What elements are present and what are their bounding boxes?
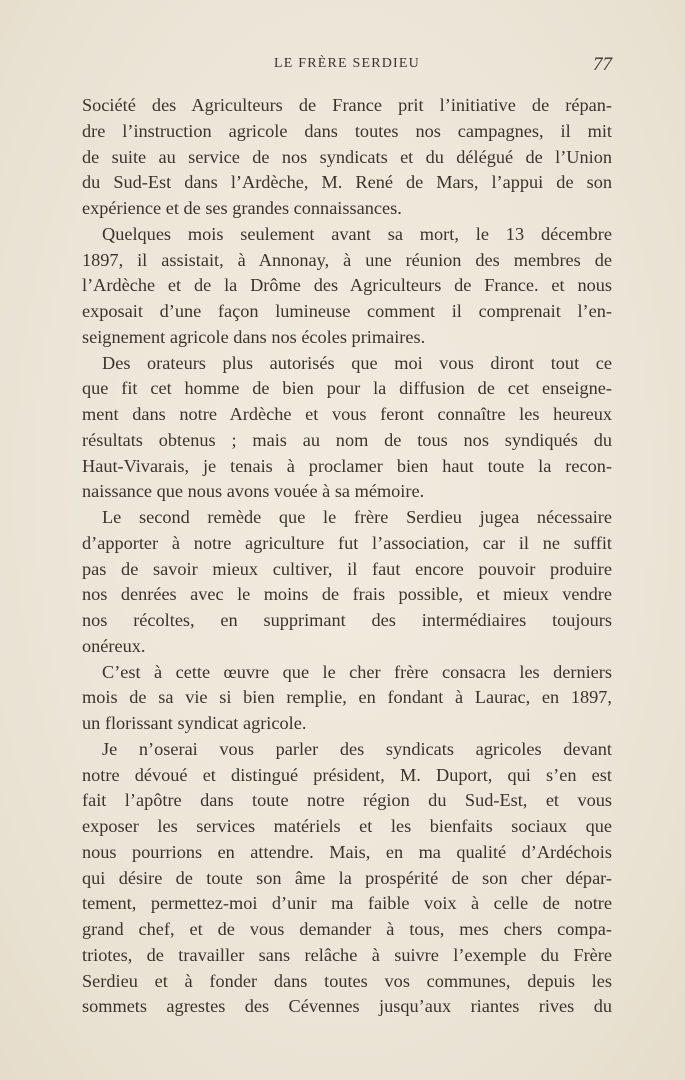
text-line: 1897, il assistait, à Annonay, à une réunion des membres de [82, 249, 612, 270]
text-line: triotes, de travailler sans relâche à suivre l’exemple du Frère [82, 944, 612, 965]
text-line: qui désire de toute son âme la prospérité de son cher dépar- [82, 867, 612, 888]
text-line: d’apporter à notre agriculture fut l’association, car il ne suffit [82, 532, 612, 553]
text-line: expérience et de ses grandes connaissances. [82, 198, 402, 218]
text-line: exposait d’une façon lumineuse comment il comprenait l’en- [82, 301, 612, 321]
text-line: du Sud-Est dans l’Ardèche, M. René de Mars, l’appui de son [82, 172, 612, 193]
text-line: l’Ardèche et de la Drôme des Agriculteurs de France. et nous [82, 275, 612, 296]
text-line: Le second remède que le frère Serdieu jugea nécessaire [102, 507, 612, 527]
text-line: un florissant syndicat agricole. [82, 713, 307, 733]
text-line: nos récoltes, en supprimant des intermédiaires toujours [82, 610, 612, 630]
text-line: naissance que nous avons vouée à sa mémoire. [82, 481, 425, 502]
text-line: résultats obtenus ; mais au nom de tous nos syndiqués du [82, 429, 612, 450]
body-text [82, 93, 612, 1020]
text-line: seignement agricole dans nos écoles primaires. [82, 326, 426, 347]
text-line: pas de savoir mieux cultiver, il faut encore pouvoir produire [82, 558, 612, 579]
text-line: grand chef, et de vous demander à tous, mes chers compa- [82, 919, 612, 939]
page-number: 77 [593, 54, 612, 75]
text-line: fait l’apôtre dans toute notre région du Sud-Est, et vous [82, 790, 612, 811]
running-head: LE FRÈRE SERDIEU [274, 56, 420, 71]
text-line: mois de sa vie si bien remplie, en fondant à Laurac, en 1897, [82, 687, 612, 708]
text-line: Serdieu et à fonder dans toutes vos communes, depuis les [82, 970, 612, 991]
text-line: que fit cet homme de bien pour la diffusion de cet enseigne- [82, 378, 612, 399]
text-line: Société des Agriculteurs de France prit l’initiative de répan- [82, 95, 612, 115]
text-line: Quelques mois seulement avant sa mort, le 13 décembre [102, 223, 612, 244]
text-line: Je n’oserai vous parler des syndicats agricoles devant [102, 738, 612, 759]
text-line: sommets agrestes des Cévennes jusqu’aux riantes rives du [82, 996, 612, 1017]
text-line: de suite au service de nos syndicats et du délégué de l’Union [82, 146, 612, 167]
page-header [82, 54, 612, 80]
text-line: onéreux. [82, 635, 146, 656]
text-line: Haut-Vivarais, je tenais à proclamer bien haut toute la recon- [82, 455, 612, 476]
text-line: ment dans notre Ardèche et vous feront connaître les heureux [82, 404, 612, 424]
text-line: exposer les services matériels et les bienfaits sociaux que [82, 816, 612, 836]
text-line: notre dévoué et distingué président, M. Duport, qui s’en est [82, 764, 612, 785]
text-line: nos denrées avec le moins de frais possible, et mieux vendre [82, 584, 612, 605]
text-line: nous pourrions en attendre. Mais, en ma qualité d’Ardéchois [82, 841, 612, 862]
text-line: dre l’instruction agricole dans toutes nos campagnes, il mit [82, 120, 612, 141]
text-line: tement, permettez-moi d’unir ma faible voix à celle de notre [82, 893, 612, 914]
text-line: C’est à cette œuvre que le cher frère consacra les derniers [102, 661, 612, 682]
text-line: Des orateurs plus autorisés que moi vous diront tout ce [102, 352, 612, 373]
